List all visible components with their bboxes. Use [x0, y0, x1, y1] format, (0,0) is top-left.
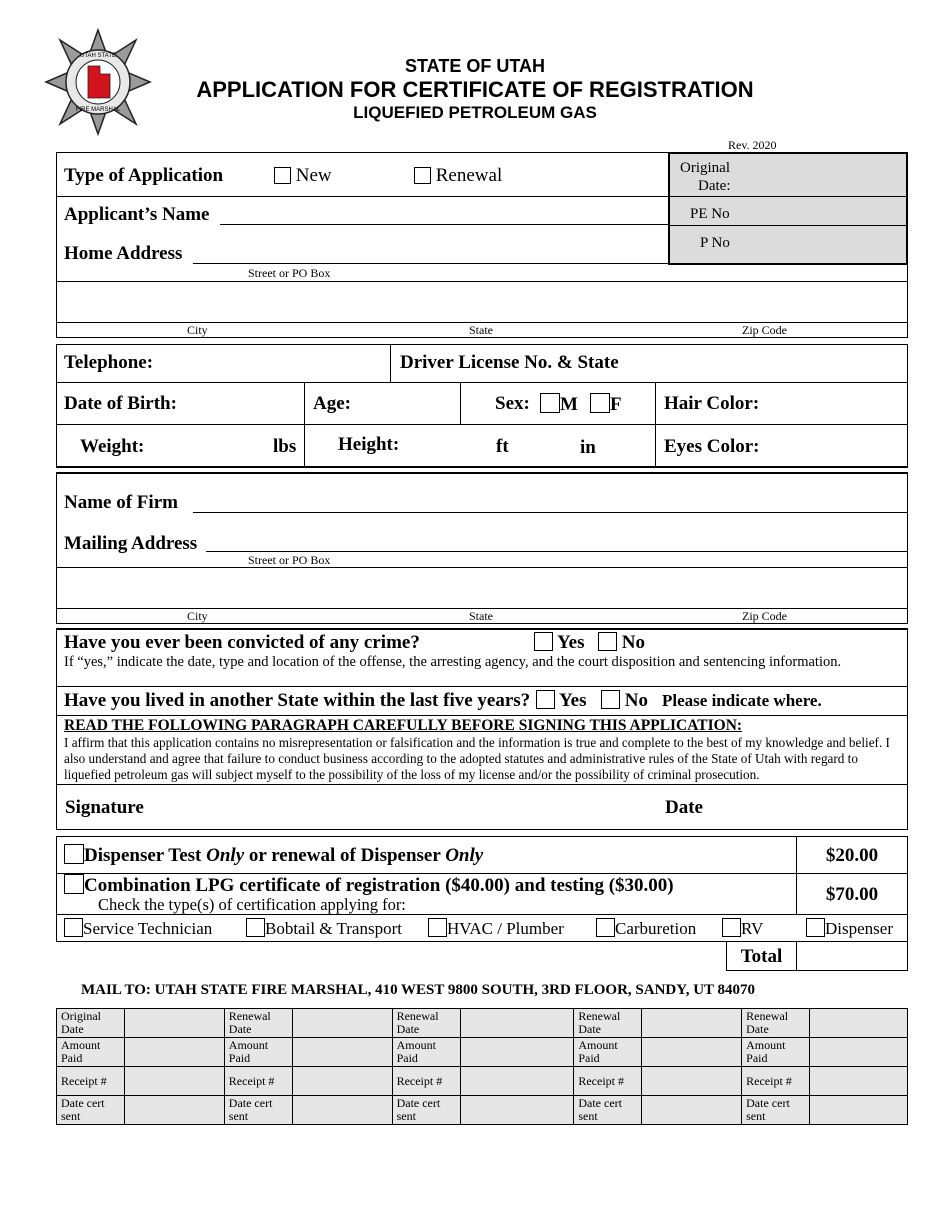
dispenser-fee-checkbox[interactable] — [64, 844, 84, 864]
svg-text:FIRE MARSHAL: FIRE MARSHAL — [75, 107, 121, 113]
table-cell-value — [124, 1096, 224, 1125]
table-cell-label: Amount Paid — [574, 1038, 642, 1067]
table-cell-label: Renewal Date — [224, 1009, 292, 1038]
pe-no-label: PE No — [690, 206, 730, 222]
affirmation-body: I affirm that this application contains no misrepresentation or falsification and the information is true and complete to the best of my knowledge and belief. I also understand and agree that failure to conduct business according to the adopted statutes and administrative rules of the State of Utah with regard to liquefied petroleum gas will subject myself to the possibility of the loss of my license and/or the possibility of criminal prosecution. — [64, 735, 890, 782]
mail-to-address: MAIL TO: UTAH STATE FIRE MARSHAL, 410 WEST 9800 SOUTH, 3RD FLOOR, SANDY, UT 84070 — [81, 982, 756, 998]
rv-checkbox[interactable] — [722, 918, 741, 937]
driver-license-label: Driver License No. & State — [400, 352, 619, 373]
type-hvac-plumber[interactable]: HVAC / Plumber — [428, 918, 564, 939]
renewal-checkbox[interactable] — [414, 167, 431, 184]
p-no-label: P No — [700, 235, 730, 251]
weight-label: Weight: — [80, 436, 145, 457]
crime-yes-checkbox[interactable] — [534, 632, 553, 651]
carburetion-checkbox[interactable] — [596, 918, 615, 937]
table-cell-value — [642, 1096, 742, 1125]
table-cell-label: Receipt # — [742, 1067, 810, 1096]
mailing-street-field[interactable] — [206, 551, 908, 552]
home-city-caption: City — [187, 323, 208, 337]
telephone-label: Telephone: — [64, 352, 154, 373]
crime-yes-option[interactable]: Yes — [534, 632, 585, 654]
type-of-application-label: Type of Application — [64, 165, 224, 186]
mailing-address-label: Mailing Address — [64, 533, 198, 554]
applicant-name-label: Applicant’s Name — [64, 204, 210, 225]
original-date-label: Date: — [698, 178, 731, 194]
table-cell-label: Receipt # — [224, 1067, 292, 1096]
table-cell-label: Date cert sent — [224, 1096, 292, 1125]
table-cell-label: Date cert sent — [742, 1096, 810, 1125]
table-row — [57, 1009, 908, 1038]
type-bobtail-transport[interactable]: Bobtail & Transport — [246, 918, 402, 939]
table-cell-value — [642, 1067, 742, 1096]
hvac-plumber-checkbox[interactable] — [428, 918, 447, 937]
revision-label: Rev. 2020 — [728, 138, 777, 152]
mailing-state-caption: State — [469, 609, 493, 623]
table-cell-label: Date cert sent — [57, 1096, 125, 1125]
home-zip-caption: Zip Code — [742, 323, 787, 337]
table-cell-value — [292, 1009, 392, 1038]
other-state-no-checkbox[interactable] — [601, 690, 620, 709]
home-street-caption: Street or PO Box — [248, 266, 331, 280]
page-title: APPLICATION FOR CERTIFICATE OF REGISTRATION — [196, 77, 754, 102]
table-cell-value — [292, 1038, 392, 1067]
crime-no-option[interactable]: No — [598, 632, 645, 654]
table-row — [57, 1067, 908, 1096]
lbs-label: lbs — [273, 436, 297, 457]
total-label: Total — [740, 946, 783, 967]
home-address-label: Home Address — [64, 243, 183, 264]
table-cell-value — [460, 1038, 574, 1067]
crime-instruction: If “yes,” indicate the date, type and location of the offense, the arresting agency, and the court disposition and sentencing information. — [64, 654, 842, 670]
table-cell-value — [810, 1038, 908, 1067]
new-option[interactable]: New — [274, 165, 332, 187]
table-cell-value — [460, 1067, 574, 1096]
table-cell-value — [810, 1009, 908, 1038]
mailing-street-caption: Street or PO Box — [248, 553, 331, 567]
table-cell-label: Renewal Date — [574, 1009, 642, 1038]
table-cell-label: Amount Paid — [742, 1038, 810, 1067]
mailing-zip-caption: Zip Code — [742, 609, 787, 623]
table-cell-label: Amount Paid — [224, 1038, 292, 1067]
table-cell-label: Receipt # — [574, 1067, 642, 1096]
other-state-note: Please indicate where. — [662, 691, 822, 710]
dob-label: Date of Birth: — [64, 393, 177, 414]
dispenser-type-checkbox[interactable] — [806, 918, 825, 937]
signature-date-label: Date — [665, 797, 703, 818]
new-checkbox[interactable] — [274, 167, 291, 184]
table-cell-value — [124, 1067, 224, 1096]
table-cell-label: Date cert sent — [392, 1096, 460, 1125]
table-cell-label: Original Date — [57, 1009, 125, 1038]
table-cell-label: Renewal Date — [392, 1009, 460, 1038]
in-label: in — [580, 437, 596, 458]
mailing-city-caption: City — [187, 609, 208, 623]
other-state-question: Have you lived in another State within the last five years? — [64, 690, 531, 711]
state-heading: STATE OF UTAH — [405, 56, 545, 76]
signature-label: Signature — [65, 797, 144, 818]
applicant-name-field[interactable] — [220, 224, 668, 225]
crime-question: Have you ever been convicted of any crime? — [64, 632, 420, 653]
age-label: Age: — [313, 393, 351, 414]
table-row — [57, 1038, 908, 1067]
ft-label: ft — [496, 436, 509, 457]
table-cell-label: Receipt # — [57, 1067, 125, 1096]
firm-name-label: Name of Firm — [64, 492, 178, 513]
signature-field[interactable] — [150, 818, 650, 819]
type-carburetion[interactable]: Carburetion — [596, 918, 696, 939]
svg-text:UTAH STATE: UTAH STATE — [80, 53, 116, 59]
bobtail-transport-checkbox[interactable] — [246, 918, 265, 937]
table-cell-value — [292, 1096, 392, 1125]
eyes-color-label: Eyes Color: — [664, 436, 760, 457]
home-street-field[interactable] — [193, 263, 668, 264]
table-cell-label: Amount Paid — [392, 1038, 460, 1067]
table-cell-value — [292, 1067, 392, 1096]
sex-m-checkbox[interactable] — [540, 393, 560, 413]
other-state-yes-option[interactable]: Yes — [536, 690, 587, 712]
original-label: Original — [680, 160, 730, 176]
type-rv[interactable]: RV — [722, 918, 763, 939]
combination-option[interactable]: Combination LPG certificate of registration ($40.00) and testing ($30.00) — [64, 874, 674, 897]
hair-color-label: Hair Color: — [664, 393, 760, 414]
dispenser-price: $20.00 — [825, 845, 879, 866]
table-cell-value — [810, 1096, 908, 1125]
table-cell-label: Renewal Date — [742, 1009, 810, 1038]
table-cell-label: Date cert sent — [574, 1096, 642, 1125]
other-state-no-option[interactable]: No — [601, 690, 648, 712]
service-technician-checkbox[interactable] — [64, 918, 83, 937]
combination-price: $70.00 — [825, 884, 879, 905]
table-cell-value — [460, 1009, 574, 1038]
sex-f-option[interactable]: F — [590, 393, 622, 416]
affirmation-heading: READ THE FOLLOWING PARAGRAPH CAREFULLY BEFORE SIGNING THIS APPLICATION: — [64, 717, 743, 734]
crime-no-checkbox[interactable] — [598, 632, 617, 651]
table-cell-value — [810, 1067, 908, 1096]
table-cell-label: Receipt # — [392, 1067, 460, 1096]
table-cell-value — [124, 1038, 224, 1067]
page-subtitle: LIQUEFIED PETROLEUM GAS — [353, 103, 597, 122]
firm-name-field[interactable] — [193, 512, 908, 513]
height-label: Height: — [338, 434, 400, 455]
table-cell-value — [642, 1009, 742, 1038]
type-service-technician[interactable]: Service Technician — [64, 918, 212, 939]
check-types-instruction: Check the type(s) of certification applying for: — [98, 895, 406, 914]
total-amount-field[interactable] — [796, 941, 908, 971]
table-cell-value — [460, 1096, 574, 1125]
other-state-yes-checkbox[interactable] — [536, 690, 555, 709]
dispenser-option[interactable]: Dispenser Test Only or renewal of Dispenser Only — [64, 844, 483, 867]
sex-label: Sex: — [495, 393, 530, 414]
office-use-table — [56, 1008, 908, 1125]
renewal-option[interactable]: Renewal — [414, 165, 502, 187]
home-state-caption: State — [469, 323, 493, 337]
table-cell-value — [642, 1038, 742, 1067]
table-row — [57, 1096, 908, 1125]
table-cell-label: Amount Paid — [57, 1038, 125, 1067]
sex-m-option[interactable]: M — [540, 393, 578, 416]
combination-fee-checkbox[interactable] — [64, 874, 84, 894]
table-cell-value — [124, 1009, 224, 1038]
sex-f-checkbox[interactable] — [590, 393, 610, 413]
type-dispenser[interactable]: Dispenser — [806, 918, 893, 939]
